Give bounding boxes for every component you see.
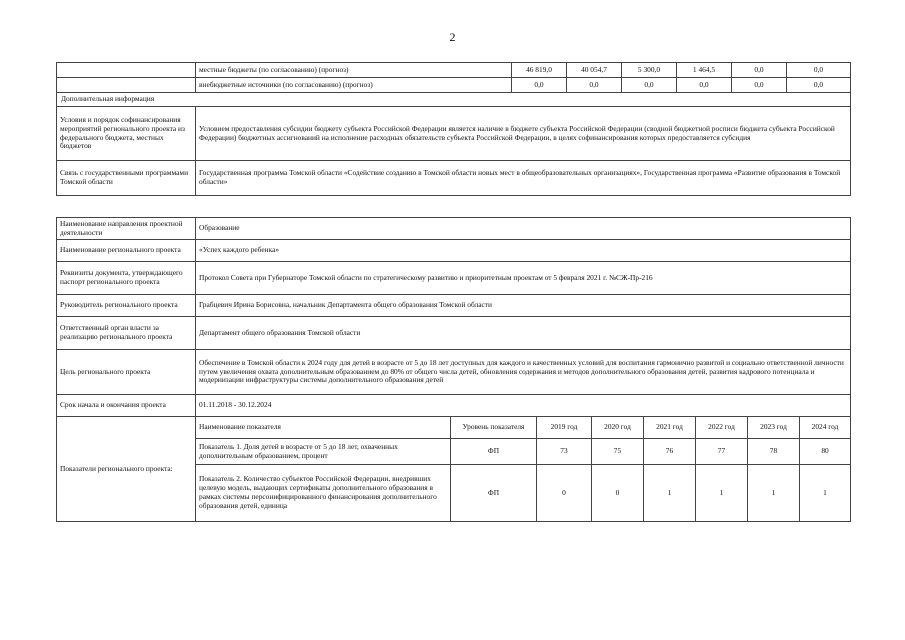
indicator-value: 80 — [800, 439, 851, 465]
indicator-value: 1 — [800, 465, 851, 522]
indicator-value: 1 — [696, 465, 748, 522]
project-row-label: Наименование регионального проекта — [57, 240, 196, 262]
indicator-header: Наименование показателя — [196, 417, 451, 439]
finance-value: 40 054,7 — [567, 63, 622, 78]
page-number: 2 — [449, 30, 456, 44]
indicator-header: 2024 год — [800, 417, 851, 439]
cofinancing-row — [57, 107, 851, 161]
indicator-value: 0 — [537, 465, 592, 522]
finance-row-label: местные бюджеты (по согласованию) (прогноз) — [196, 63, 512, 78]
programs-label: Связь с государственными программами Томской области — [57, 161, 196, 196]
empty-cell — [57, 63, 196, 78]
finance-value: 0,0 — [787, 63, 851, 78]
indicator-value: 1 — [644, 465, 696, 522]
project-row — [57, 350, 851, 395]
finance-value: 46 819,0 — [512, 63, 567, 78]
project-row-label: Срок начала и окончания проекта — [57, 395, 196, 417]
project-row — [57, 395, 851, 417]
project-row-value: Протокол Совета при Губернаторе Томской области по стратегическому развитию и приоритетным проектам от 5 февраля 2021 г. №СЖ-Пр-216 — [196, 262, 851, 295]
indicator-header: 2021 год — [644, 417, 696, 439]
project-row-value: Обеспечение в Томской области к 2024 году для детей в возрасте от 5 до 18 лет доступных для каждого и качественных условий для воспитания гармонично развитой и социально ответственной личности путем увеличения охвата дополнительным образованием до 80% от общего числа детей, обновления содержания и методов дополнительного образования детей, развития кадрового потенциала и модернизации инфраструктуры системы дополнительного образования детей — [196, 350, 851, 395]
indicator-header: 2019 год — [537, 417, 592, 439]
finance-row-label: внебюджетные источники (по согласованию) (прогноз) — [196, 78, 512, 93]
financing-table — [56, 62, 851, 196]
empty-cell — [57, 78, 196, 93]
project-row — [57, 317, 851, 350]
additional-info-title: Дополнительная информация — [57, 93, 851, 107]
project-row-value: Департамент общего образования Томской области — [196, 317, 851, 350]
additional-info-row — [57, 93, 851, 107]
finance-value: 0,0 — [787, 78, 851, 93]
indicator-value: 0 — [592, 465, 644, 522]
finance-value: 1 464,5 — [677, 63, 732, 78]
project-row-label: Наименование направления проектной деятельности — [57, 218, 196, 240]
indicator-header: 2020 год — [592, 417, 644, 439]
project-row-label: Руководитель регионального проекта — [57, 295, 196, 317]
programs-text: Государственная программа Томской области «Содействие созданию в Томской области новых мест в общеобразовательных организациях», Государственная программа «Развитие образования в Томской области» — [196, 161, 851, 196]
indicator-header: 2023 год — [748, 417, 800, 439]
indicator-value: 77 — [696, 439, 748, 465]
project-row — [57, 262, 851, 295]
project-table — [56, 217, 851, 522]
project-row-value: 01.11.2018 - 30.12.2024 — [196, 395, 851, 417]
finance-value: 0,0 — [512, 78, 567, 93]
indicators-label: Показатели регионального проекта: — [57, 417, 196, 522]
project-row-value: Образование — [196, 218, 851, 240]
finance-row — [57, 63, 851, 78]
finance-value: 0,0 — [732, 63, 787, 78]
indicators-header-row — [57, 417, 851, 439]
project-row — [57, 240, 851, 262]
indicator-value: 73 — [537, 439, 592, 465]
project-row — [57, 218, 851, 240]
finance-value: 0,0 — [732, 78, 787, 93]
finance-row — [57, 78, 851, 93]
indicator-value: 75 — [592, 439, 644, 465]
finance-value: 0,0 — [677, 78, 732, 93]
indicator-value: 1 — [748, 465, 800, 522]
project-row-value: «Успех каждого ребенка» — [196, 240, 851, 262]
indicator-name: Показатель 2. Количество субъектов Российской Федерации, внедривших целевую модель, выдающих сертификаты дополнительного образования в рамках системы персонифицированного финансирования дополнительного образования детей, единица — [196, 465, 451, 522]
project-row-value: Грабцевич Ирина Борисовна, начальник Департамента общего образования Томской области — [196, 295, 851, 317]
indicator-header: 2022 год — [696, 417, 748, 439]
project-row-label: Реквизиты документа, утверждающего паспорт регионального проекта — [57, 262, 196, 295]
cofinancing-text: Условием предоставления субсидии бюджету субъекта Российской Федерации является наличие в бюджете субъекта Российской Федерации (сводной бюджетной росписи бюджета субъекта Российской Федерации) бюджетных ассигнований на исполнение расходных обязательств субъекта Российской Федерации, в целях софинансирования которых предоставляется субсидия — [196, 107, 851, 161]
indicator-name: Показатель 1. Доля детей в возрасте от 5 до 18 лет, охваченных дополнительным образованием, процент — [196, 439, 451, 465]
finance-value: 0,0 — [622, 78, 677, 93]
cofinancing-label: Условия и порядок софинансирования мероприятий регионального проекта из федерального бюджета, местных бюджетов — [57, 107, 196, 161]
finance-value: 5 300,0 — [622, 63, 677, 78]
indicator-level: ФП — [451, 439, 537, 465]
programs-row — [57, 161, 851, 196]
project-row-label: Цель регионального проекта — [57, 350, 196, 395]
project-row-label: Ответственный орган власти за реализацию регионального проекта — [57, 317, 196, 350]
indicator-value: 78 — [748, 439, 800, 465]
indicator-value: 76 — [644, 439, 696, 465]
project-row — [57, 295, 851, 317]
finance-value: 0,0 — [567, 78, 622, 93]
indicator-level: ФП — [451, 465, 537, 522]
indicator-header: Уровень показателя — [451, 417, 537, 439]
